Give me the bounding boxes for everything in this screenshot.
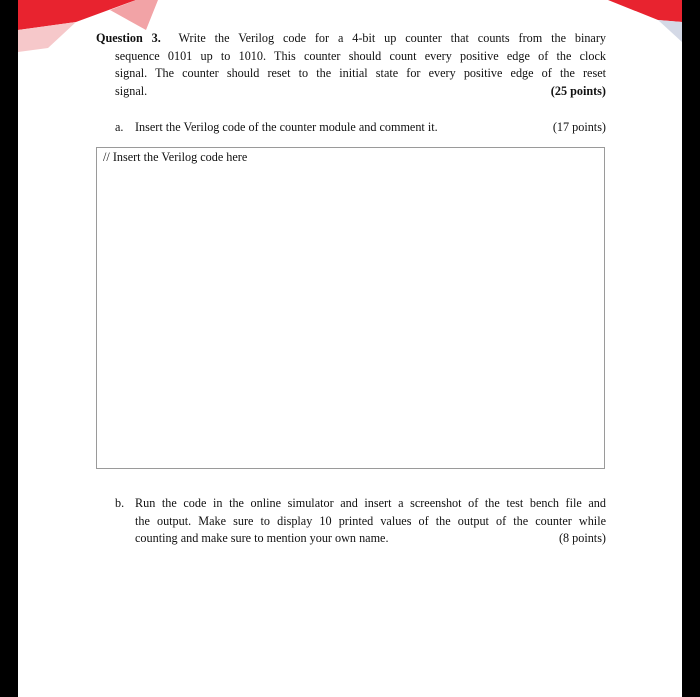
part-b-line-3 xyxy=(115,530,606,548)
question-points: (25 points) xyxy=(550,83,606,98)
question-line-3: signal. The counter should reset to the initial state for every positive edge of the reset xyxy=(115,66,606,80)
part-b-text-line-2: the output. Make sure to display 10 printed values of the output of the counter while xyxy=(135,513,606,528)
part-a-text: Insert the Verilog code of the counter module and comment it. xyxy=(135,120,438,134)
part-b-points: (8 points) xyxy=(558,531,606,545)
left-pink-shape xyxy=(110,0,158,30)
question-text-last: signal. xyxy=(115,83,148,98)
question-3 xyxy=(96,30,606,100)
part-b xyxy=(115,495,606,548)
part-b-text-line-1: Run the code in the online simulator and insert a screenshot of the test bench file and xyxy=(135,496,606,510)
question-text-line-1: Write the Verilog code for a 4-bit up counter that counts from the binary xyxy=(178,31,606,45)
left-red-shape xyxy=(18,0,136,30)
question-line-1 xyxy=(96,30,606,48)
code-placeholder-comment: // Insert the Verilog code here xyxy=(103,150,248,164)
verilog-code-box[interactable] xyxy=(96,147,605,469)
right-red-shape xyxy=(608,0,682,22)
part-b-line-2 xyxy=(115,513,606,531)
part-a-points: (17 points) xyxy=(552,120,606,134)
part-a xyxy=(115,119,606,137)
part-b-label: b. xyxy=(115,496,125,510)
document-page xyxy=(18,0,682,697)
right-grey-shape xyxy=(658,20,682,42)
question-line-2: sequence 0101 up to 1010. This counter should count every positive edge of the clock xyxy=(115,48,606,63)
part-a-statement xyxy=(115,119,438,137)
question-line-4 xyxy=(96,83,606,101)
part-a-label: a. xyxy=(115,120,124,134)
left-light-shape xyxy=(18,22,76,52)
part-b-text-last: counting and make sure to mention your own name. xyxy=(135,531,389,545)
part-b-line-3-content xyxy=(135,530,606,548)
question-label: Question 3. xyxy=(96,31,161,45)
part-b-line-1 xyxy=(115,495,606,513)
